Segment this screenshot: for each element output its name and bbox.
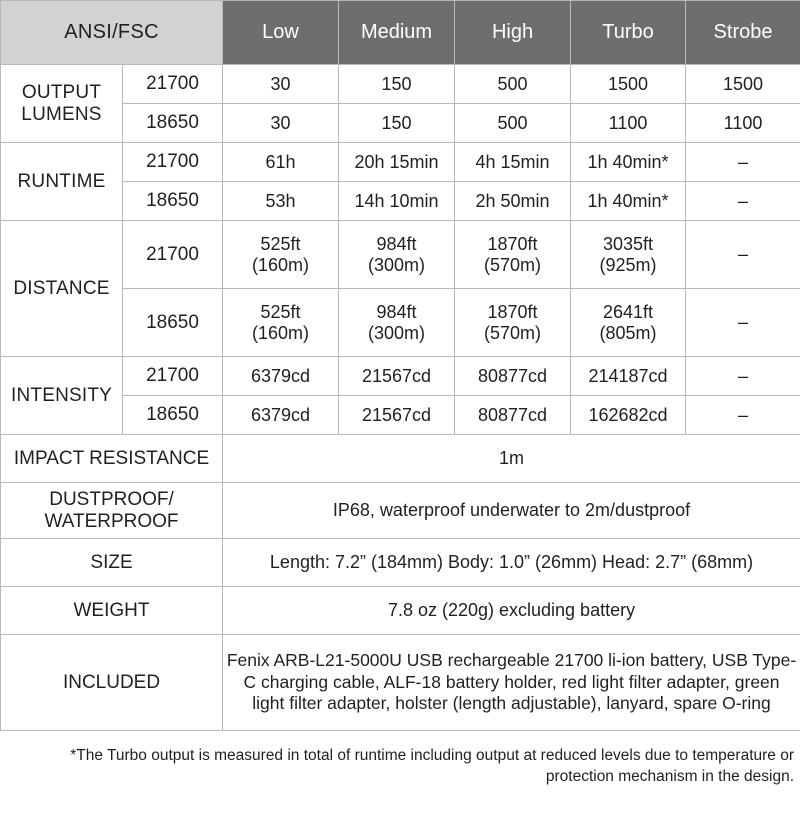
cell-intensity-21700-low: 6379cd <box>223 357 339 396</box>
cell-runtime-21700-medium: 20h 15min <box>339 143 455 182</box>
row-label-line1: DUSTPROOF/ <box>49 488 174 510</box>
header-mode-strobe: Strobe <box>686 1 800 65</box>
row-label-impact-resistance: IMPACT RESISTANCE <box>1 435 223 483</box>
cell-intensity-18650-strobe: – <box>686 396 800 435</box>
cell-runtime-21700-high: 4h 15min <box>455 143 571 182</box>
section-label-line2: LUMENS <box>21 103 102 125</box>
battery-label: 18650 <box>123 289 223 357</box>
cell-intensity-21700-strobe: – <box>686 357 800 396</box>
section-label-line1: OUTPUT <box>21 82 102 104</box>
cell-distance-21700-turbo: 3035ft (925m) <box>571 221 686 289</box>
battery-label: 21700 <box>123 65 223 104</box>
row-value-dustproof-waterproof: IP68, waterproof underwater to 2m/dustproof <box>223 483 800 539</box>
row-label-size: SIZE <box>1 539 223 587</box>
cell-runtime-18650-turbo: 1h 40min* <box>571 182 686 221</box>
table-row <box>1 65 800 104</box>
cell-runtime-21700-turbo: 1h 40min* <box>571 143 686 182</box>
cell-lumens-21700-strobe: 1500 <box>686 65 800 104</box>
cell-distance-18650-medium: 984ft (300m) <box>339 289 455 357</box>
cell-distance-18650-low: 525ft (160m) <box>223 289 339 357</box>
header-mode-medium: Medium <box>339 1 455 65</box>
cell-distance-21700-strobe: – <box>686 221 800 289</box>
battery-label: 21700 <box>123 143 223 182</box>
cell-distance-18650-turbo: 2641ft (805m) <box>571 289 686 357</box>
cell-intensity-21700-high: 80877cd <box>455 357 571 396</box>
table-row <box>1 357 800 396</box>
row-label-dustproof-waterproof <box>1 483 223 539</box>
table-row <box>1 483 800 539</box>
cell-intensity-18650-high: 80877cd <box>455 396 571 435</box>
battery-label: 18650 <box>123 104 223 143</box>
cell-intensity-21700-medium: 21567cd <box>339 357 455 396</box>
table-row <box>1 143 800 182</box>
cell-runtime-18650-high: 2h 50min <box>455 182 571 221</box>
table-header <box>1 1 800 65</box>
section-label-runtime: RUNTIME <box>1 143 123 221</box>
cell-lumens-21700-low: 30 <box>223 65 339 104</box>
battery-label: 21700 <box>123 357 223 396</box>
cell-distance-18650-strobe: – <box>686 289 800 357</box>
header-mode-turbo: Turbo <box>571 1 686 65</box>
cell-lumens-21700-medium: 150 <box>339 65 455 104</box>
cell-lumens-18650-turbo: 1100 <box>571 104 686 143</box>
cell-intensity-21700-turbo: 214187cd <box>571 357 686 396</box>
cell-lumens-18650-low: 30 <box>223 104 339 143</box>
cell-distance-21700-medium: 984ft (300m) <box>339 221 455 289</box>
battery-label: 18650 <box>123 396 223 435</box>
footnote-turbo-note: *The Turbo output is measured in total of runtime including output at reduced levels due to temperature or protection mechanism in the design. <box>70 747 794 786</box>
header-mode-low: Low <box>223 1 339 65</box>
header-row <box>1 1 800 65</box>
table-row <box>1 587 800 635</box>
cell-runtime-21700-low: 61h <box>223 143 339 182</box>
row-value-size: Length: 7.2” (184mm) Body: 1.0” (26mm) Head: 2.7” (68mm) <box>223 539 800 587</box>
table-row <box>1 435 800 483</box>
cell-distance-21700-low: 525ft (160m) <box>223 221 339 289</box>
header-ansi-fsc: ANSI/FSC <box>1 1 223 65</box>
cell-distance-21700-high: 1870ft (570m) <box>455 221 571 289</box>
row-value-weight: 7.8 oz (220g) excluding battery <box>223 587 800 635</box>
cell-lumens-18650-strobe: 1100 <box>686 104 800 143</box>
section-label-output-lumens <box>1 65 123 143</box>
cell-lumens-21700-turbo: 1500 <box>571 65 686 104</box>
cell-distance-18650-high: 1870ft (570m) <box>455 289 571 357</box>
battery-label: 18650 <box>123 182 223 221</box>
cell-runtime-18650-medium: 14h 10min <box>339 182 455 221</box>
cell-runtime-21700-strobe: – <box>686 143 800 182</box>
row-label-included: INCLUDED <box>1 635 223 731</box>
cell-lumens-18650-medium: 150 <box>339 104 455 143</box>
row-label-weight: WEIGHT <box>1 587 223 635</box>
row-value-included: Fenix ARB-L21-5000U USB rechargeable 21700 li-ion battery, USB Type-C charging cable, ALF-18 battery holder, red light filter adapter, green light filter adapter, holster (length adjustable), lanyard, spare O-ring <box>223 635 800 731</box>
cell-intensity-18650-turbo: 162682cd <box>571 396 686 435</box>
cell-intensity-18650-medium: 21567cd <box>339 396 455 435</box>
row-value-impact-resistance: 1m <box>223 435 800 483</box>
cell-intensity-18650-low: 6379cd <box>223 396 339 435</box>
cell-runtime-18650-strobe: – <box>686 182 800 221</box>
table-row <box>1 539 800 587</box>
section-label-intensity: INTENSITY <box>1 357 123 435</box>
cell-lumens-18650-high: 500 <box>455 104 571 143</box>
cell-lumens-21700-high: 500 <box>455 65 571 104</box>
table-row <box>1 635 800 731</box>
table-row <box>1 221 800 289</box>
section-label-distance: DISTANCE <box>1 221 123 357</box>
row-label-line2: WATERPROOF <box>44 510 179 532</box>
cell-runtime-18650-low: 53h <box>223 182 339 221</box>
header-mode-high: High <box>455 1 571 65</box>
table-body <box>1 65 800 731</box>
battery-label: 21700 <box>123 221 223 289</box>
